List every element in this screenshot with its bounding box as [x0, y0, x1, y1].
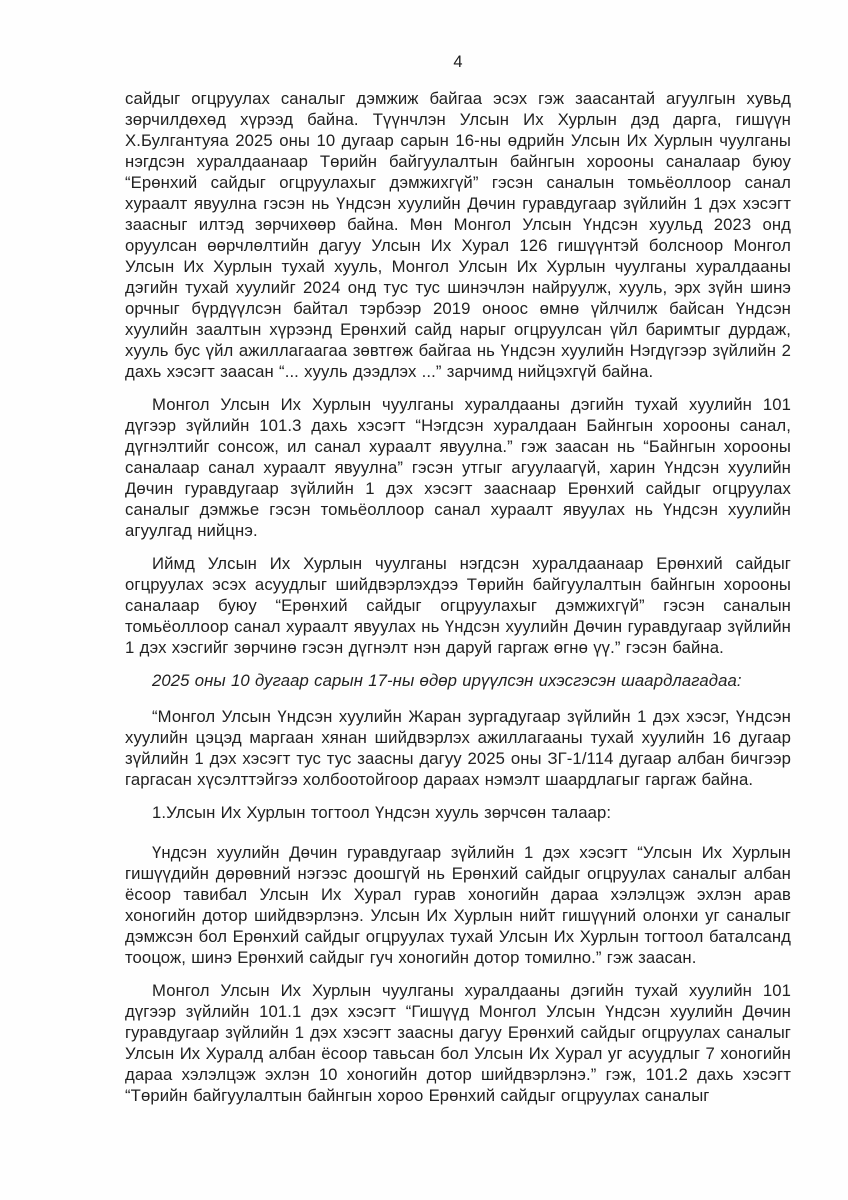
paragraph: “Монгол Улсын Үндсэн хуулийн Жаран зургадугаар зүйлийн 1 дэх хэсэг, Үндсэн хуулийн цэцэд маргаан хянан шийдвэрлэх ажиллагааны тухай хуулийн 16 дугаар зүйлийн 1 дэх хэсэгт тус тус заасны дагуу 2025 оны ЗГ-1/114 дугаар албан бичгээр гаргасан хүсэлттэйгээ холбоотойгоор дараах нэмэлт шаардлагыг гаргаж байна.: [125, 707, 791, 789]
paragraph: Монгол Улсын Их Хурлын чуулганы хуралдааны дэгийн тухай хуулийн 101 дүгээр зүйлийн 101.3 дахь хэсэгт “Нэгдсэн хуралдаан Байнгын хорооны санал, дүгнэлтийг сонсож, ил санал хураалт явуулна.” гэж заасан нь “Байнгын хорооны саналаар санал хураалт явуулна” гэсэн утгыг агуулаагүй, харин Үндсэн хуулийн Дөчин гуравдугаар зүйлийн 1 дэх хэсэгт зааснаар Ерөнхий сайдыг огцруулах саналыг дэмжье гэсэн томьёоллоор санал хураалт явуулах нь Үндсэн хуулийн агуулгад нийцнэ.: [125, 395, 791, 540]
section-heading: 1.Улсын Их Хурлын тогтоол Үндсэн хууль зөрчсөн талаар:: [152, 803, 612, 822]
page-number: 4: [453, 53, 463, 71]
paragraph: Монгол Улсын Их Хурлын чуулганы хуралдааны дэгийн тухай хуулийн 101 дүгээр зүйлийн 101.1 дэх хэсэгт “Гишүүд Монгол Улсын Үндсэн хуулийн Дөчин гуравдугаар зүйлийн 1 дэх хэсэгт заасны дагуу Ерөнхий сайдыг огцруулах саналыг Улсын Их Хуралд албан ёсоор тавьсан бол Улсын Их Хурал уг асуудлыг 7 хоногийн дараа хэлэлцэж эхлэн 10 хоногийн дотор шийдвэрлэнэ.” гэж, 101.2 дахь хэсэгт “Төрийн байгуулалтын байнгын хороо Ерөнхий сайдыг огцруулах саналыг: [125, 981, 791, 1105]
date-emphasis-line: 2025 оны 10 дугаар сарын 17-ны өдөр ирүүлсэн ихэсгэсэн шаардлагадаа:: [152, 671, 742, 690]
paragraph: Үндсэн хуулийн Дөчин гуравдугаар зүйлийн 1 дэх хэсэгт “Улсын Их Хурлын гишүүдийн дөрөвний нэгээс доошгүй нь Ерөнхий сайдыг огцруулах саналыг албан ёсоор тавибал Улсын Их Хурал гурав хоногийн дараа хэлэлцэж эхлэн арав хоногийн дотор шийдвэрлэнэ. Улсын Их Хурлын нийт гишүүний олонхи уг саналыг дэмжсэн бол Ерөнхий сайдыг огцруулах тухай Улсын Их Хурлын тогтоол баталсанд тооцож, шинэ Ерөнхий сайдыг гуч хоногийн дотор томилно.” гэж заасан.: [125, 843, 791, 967]
paragraph: Иймд Улсын Их Хурлын чуулганы нэгдсэн хуралдаанаар Ерөнхий сайдыг огцруулах эсэх асуудлыг шийдвэрлэхдээ Төрийн байгуулалтын байнгын хорооны саналаар буюу “Ерөнхий сайдыг огцруулахыг дэмжихгүй” гэсэн саналын томьёоллоор санал хураалт явуулах нь Үндсэн хуулийн Дөчин гуравдугаар зүйлийн 1 дэх хэсгийг зөрчинө гэсэн дүгнэлт нэн даруй гаргаж өгнө үү.” гэсэн байна.: [125, 554, 791, 657]
paragraph-continuation: сайдыг огцруулах саналыг дэмжиж байгаа эсэх гэж заасантай агуулгын хувьд зөрчилдөхөд хүрээд байна. Түүнчлэн Улсын Их Хурлын дэд дарга, гишүүн Х.Булгантуяа 2025 оны 10 дугаар сарын 16-ны өдрийн Улсын Их Хурлын чуулганы нэгдсэн хуралдаанаар Төрийн байгуулалтын байнгын хорооны саналаар буюу “Ерөнхий сайдыг огцруулахыг дэмжихгүй” гэсэн саналын томьёоллоор санал хураалт явуулна гэсэн нь Үндсэн хуулийн Дөчин гуравдугаар зүйлийн 1 дэх хэсэгт заасныг илтэд зөрчихөөр байна. Мөн Монгол Улсын Үндсэн хуульд 2023 онд оруулсан өөрчлөлтийн дагуу Улсын Их Хурал 126 гишүүнтэй болсноор Монгол Улсын Их Хурлын тухай хууль, Монгол Улсын Их Хурлын чуулганы хуралдааны дэгийн тухай хуулийг 2024 онд тус тус шинэчлэн найруулж, хууль, эрх зүйн шинэ орчныг бүрдүүлсэн байтал тэрбээр 2019 оноос өмнө үйлчилж байсан Үндсэн хуулийн заалтын хүрээнд Ерөнхий сайд нарыг огцруулсан үйл баримтыг дурдаж, хууль бус үйл ажиллагаагаа зөвтгөж байгаа нь Үндсэн хуулийн Нэгдүгээр зүйлийн 2 дахь хэсэгт заасан “... хууль дээдлэх ...” зарчимд нийцэхгүй байна.: [125, 89, 791, 381]
document-body: [125, 88, 791, 1118]
